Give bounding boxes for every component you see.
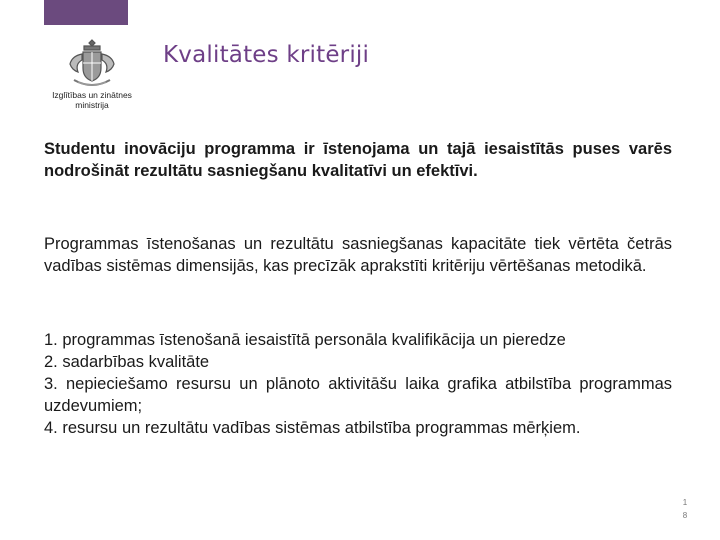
list-item: 2. sadarbības kvalitāte <box>44 353 210 371</box>
list-item: 4. resursu un rezultātu vadības sistēmas atbilstība programmas mērķiem. <box>44 419 581 437</box>
page-number-digit: 1 <box>682 498 688 507</box>
ministry-logo <box>44 36 140 120</box>
slide-title: Kvalitātes kritēriji <box>163 42 370 68</box>
paragraph-intro: Studentu inovāciju programma ir īstenojama un tajā iesaistītās puses varēs nodrošināt rezultātu sasniegšanu kvalitatīvi un efektīvi. <box>44 140 672 180</box>
logo-text-line1: Izglītības un zinātnes <box>52 90 132 100</box>
logo-text-line2: ministrija <box>75 100 109 110</box>
page-number <box>679 496 691 522</box>
list-item: 1. programmas īstenošanā iesaistītā personāla kvalifikācija un pieredze <box>44 331 566 349</box>
list-item: 3. nepieciešamo resursu un plānoto aktivitāšu laika grafika atbilstība programmas uzdevumiem; <box>44 375 672 415</box>
top-accent-bar <box>44 0 128 25</box>
page-number-digit: 8 <box>682 511 688 520</box>
criteria-list <box>44 329 672 439</box>
coat-of-arms-icon <box>62 36 122 90</box>
paragraph-capacity: Programmas īstenošanas un rezultātu sasniegšanas kapacitāte tiek vērtēta četrās vadības sistēmas dimensijās, kas precīzāk aprakstīti kritēriju vērtēšanas metodikā. <box>44 235 672 275</box>
